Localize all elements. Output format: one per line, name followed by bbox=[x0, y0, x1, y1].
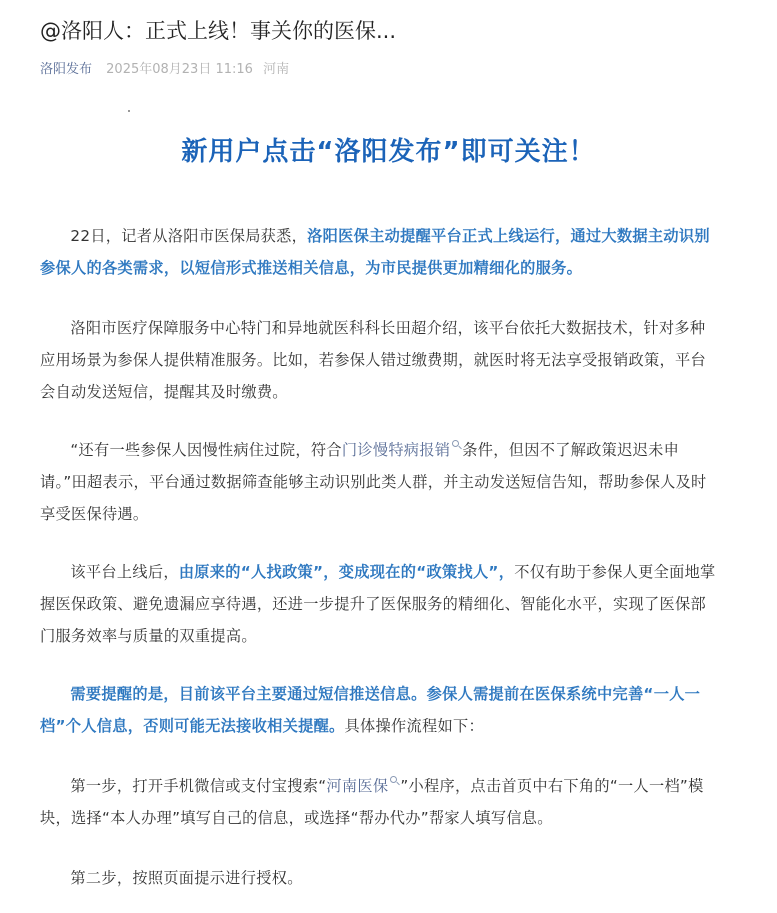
paragraph-4 bbox=[40, 556, 720, 652]
account-name-link[interactable]: 洛阳发布 bbox=[40, 62, 93, 77]
p5-text: 具体操作流程如下： bbox=[344, 717, 484, 735]
henan-medical-insurance-link[interactable]: 河南医保 bbox=[326, 777, 389, 795]
search-icon[interactable] bbox=[452, 440, 459, 447]
paragraph-5 bbox=[40, 678, 720, 742]
p1-text: 22日，记者从洛阳市医保局获悉， bbox=[70, 227, 308, 245]
p4-text-start: 该平台上线后， bbox=[70, 563, 179, 581]
p6-text-end: ”小程序，点击首页中右下角的“一人一档”模块，选择“本人办理”填写自己的信息，或选择“帮办代办”帮家人填写信息。 bbox=[40, 777, 704, 827]
p3-text-end: 条件，但因不了解政策迟迟未申请。”田超表示，平台通过数据筛查能够主动识别此类人群，并主动发送短信告知，帮助参保人及时享受医保待遇。 bbox=[40, 441, 707, 523]
p3-text-start: “还有一些参保人因慢性病住过院，符合 bbox=[70, 441, 342, 459]
p4-text-end: 不仅有助于参保人更全面地掌握医保政策、避免遗漏应享待遇，还进一步提升了医保服务的精细化、智能化水平，实现了医保部门服务效率与质量的双重提高。 bbox=[40, 563, 716, 645]
p5-highlight: 需要提醒的是，目前该平台主要通过短信推送信息。参保人需提前在医保系统中完善“一人一档”个人信息，否则可能无法接收相关提醒。 bbox=[40, 685, 701, 735]
publish-time: 2025年08月23日 11:16 bbox=[106, 62, 253, 77]
search-icon[interactable] bbox=[390, 776, 397, 783]
paragraph-3 bbox=[40, 434, 720, 530]
p7-text: 第二步，按照页面提示进行授权。 bbox=[70, 869, 303, 887]
article-meta bbox=[40, 60, 289, 80]
p2-text: 洛阳市医疗保障服务中心特门和异地就医科科长田超介绍，该平台依托大数据技术，针对多种应用场景为参保人提供精准服务。比如，若参保人错过缴费期，就医时将无法享受报销政策，平台会自动发送短信，提醒其及时缴费。 bbox=[40, 319, 706, 401]
paragraph-1 bbox=[40, 220, 720, 284]
p4-highlight: 由原来的“人找政策”，变成现在的“政策找人”， bbox=[178, 563, 515, 581]
paragraph-6 bbox=[40, 770, 720, 834]
p1-highlight: 洛阳医保主动提醒平台正式上线运行，通过大数据主动识别参保人的各类需求，以短信形式推送相关信息，为市民提供更加精细化的服务。 bbox=[40, 227, 710, 277]
publish-location: 河南 bbox=[263, 62, 290, 77]
p6-text-start: 第一步，打开手机微信或支付宝搜索“ bbox=[70, 777, 327, 795]
follow-banner: 新用户点击“洛阳发布”即可关注！ bbox=[181, 137, 596, 167]
decorative-dot bbox=[128, 110, 130, 112]
paragraph-2 bbox=[40, 312, 720, 408]
chronic-disease-reimbursement-link[interactable]: 门诊慢特病报销 bbox=[341, 441, 451, 459]
paragraph-7 bbox=[40, 862, 720, 894]
article-title: @洛阳人：正式上线！事关你的医保... bbox=[40, 19, 397, 43]
